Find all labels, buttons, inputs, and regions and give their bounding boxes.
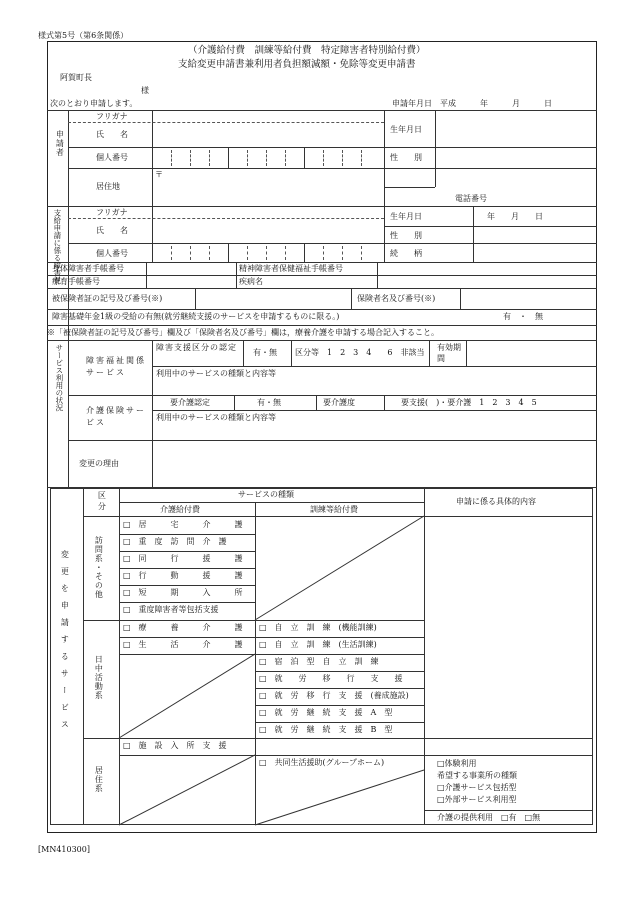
detail-header: 申請に係る具体的内容 <box>456 497 536 506</box>
change-section-label: 変更を申請するサービス <box>60 550 70 737</box>
welfare-service-label: 障害福祉関係サービス <box>86 356 146 377</box>
insurance-note: ※「被保険者証の記号及び番号」欄及び「保険者名及び番号」欄は，療養介護を申請する場合記入すること。 <box>47 328 439 337</box>
applicant-mynumber-label: 個人番号 <box>96 153 128 162</box>
residential-kaigo-item[interactable]: □ 施 設 入 所 支 援 <box>123 741 227 750</box>
applicant-address-label: 居住地 <box>96 182 120 191</box>
change-reason-label: 変更の理由 <box>79 459 119 468</box>
day-kunren-item-2[interactable]: □ 自 立 訓 練 (生活訓練) <box>259 640 377 649</box>
form-title-line1: （介護給付費 訓練等給付費 特定障害者特別給付費） <box>188 45 426 56</box>
care-insurance-label: 介護保険サービス <box>86 406 146 427</box>
care-level-label: 要介護度 <box>323 398 355 407</box>
intro-text: 次のとおり申請します。 <box>50 99 138 108</box>
day-category-label: 日中活動系 <box>94 655 104 700</box>
visit-item-4[interactable]: □ 行 動 援 護 <box>123 571 243 580</box>
service-type-header: サービスの種類 <box>238 490 294 499</box>
support-class-yes-no: 有・無 <box>253 348 277 357</box>
addressee-honorific: 様 <box>141 86 149 95</box>
visit-item-1[interactable]: □ 居 宅 介 護 <box>123 520 243 529</box>
mental-cert-label: 精神障害者保健福祉手帳番号 <box>239 264 343 273</box>
trial-use-checkbox[interactable]: □体験利用 <box>437 759 477 768</box>
external-type-checkbox[interactable]: □外部サービス利用型 <box>437 795 517 804</box>
day-kunren-item-1[interactable]: □ 自 立 訓 練 (機能訓練) <box>259 623 377 632</box>
service-usage-section-label: サービス利用の状況 <box>54 344 64 412</box>
care-level-values: 要支援( )・要介護 1 2 3 4 5 <box>401 398 537 407</box>
insurer-label: 保険者名及び番号(※) <box>357 294 436 303</box>
care-cert-yes-no: 有・無 <box>257 398 281 407</box>
visit-item-3[interactable]: □ 同 行 援 護 <box>123 554 243 563</box>
care-provision-field[interactable]: 介護の提供利用 □有 □無 <box>437 813 541 822</box>
postal-mark: 〒 <box>155 170 163 179</box>
visit-item-2[interactable]: □ 重 度 訪 問 介 護 <box>123 537 227 546</box>
applicant-name-label: 氏 名 <box>96 130 128 139</box>
support-class-values: 区分等 1 2 3 4 6 非該当 <box>295 348 425 357</box>
child-sex-label: 性 別 <box>390 231 422 240</box>
pension-question: 障害基礎年金1級の受給の有無(就労継続支援のサービスを申請するものに限る。) <box>52 312 340 321</box>
residential-kunren-item[interactable]: □ 共同生活援助(グループホーム) <box>259 758 385 767</box>
visit-category-label: 訪問系・その他 <box>94 536 104 599</box>
support-class-label: 障害支援区分の認定 <box>156 343 237 352</box>
kunren-header: 訓練等給付費 <box>310 505 358 514</box>
form-title-line2: 支給変更申請書兼利用者負担額減額・免除等変更申請書 <box>178 59 416 70</box>
care-cert-label: 要介護認定 <box>170 398 210 407</box>
kaigo-header: 介護給付費 <box>160 505 200 514</box>
day-kaigo-item-1[interactable]: □ 療 養 介 護 <box>123 623 243 632</box>
welfare-in-use-label: 利用中のサービスの種類と内容等 <box>156 369 276 378</box>
disease-label: 疾病名 <box>239 277 263 286</box>
insured-number-label: 被保険者証の記号及び番号(※) <box>52 294 163 303</box>
rehab-cert-label: 療育手帳番号 <box>52 277 100 286</box>
physical-cert-label: 身体障害者手帳番号 <box>52 264 124 273</box>
day-kaigo-item-2[interactable]: □ 生 活 介 護 <box>123 640 243 649</box>
form-number: 様式第5号（第6条関係） <box>38 31 129 40</box>
child-section-label: 支給申請に係る障害児 <box>52 209 62 284</box>
child-furigana-label: フリガナ <box>96 208 128 217</box>
day-kunren-item-3[interactable]: □ 宿 泊 型 自 立 訓 練 <box>259 657 379 666</box>
inclusive-type-checkbox[interactable]: □介護サービス包括型 <box>437 783 517 792</box>
day-kunren-item-7[interactable]: □ 就 労 継 続 支 援 B 型 <box>259 725 393 734</box>
applicant-furigana-label: フリガナ <box>96 112 128 121</box>
application-date: 申請年月日 平成 年 月 日 <box>392 99 552 108</box>
day-kunren-item-4[interactable]: □ 就 労 移 行 支 援 <box>259 674 403 683</box>
residential-category-label: 居住系 <box>94 766 104 793</box>
addressee: 阿賀町長 <box>60 73 92 82</box>
desired-facility-label: 希望する事業所の種類 <box>437 771 517 780</box>
child-name-label: 氏 名 <box>96 226 128 235</box>
child-birth-value: 年 月 日 <box>487 212 543 221</box>
phone-label: 電話番号 <box>455 194 487 203</box>
child-birth-label: 生年月日 <box>390 212 422 221</box>
day-kunren-item-6[interactable]: □ 就 労 継 続 支 援 A 型 <box>259 708 393 717</box>
valid-period-label: 有効期間 <box>437 343 461 363</box>
applicant-birth-label: 生年月日 <box>390 125 422 134</box>
care-in-use-label: 利用中のサービスの種類と内容等 <box>156 413 276 422</box>
visit-item-5[interactable]: □ 短 期 入 所 <box>123 588 243 597</box>
form-code: [MN410300] <box>38 845 90 854</box>
pension-answer: 有 ・ 無 <box>503 312 543 321</box>
child-relation-label: 続 柄 <box>390 249 422 258</box>
day-kunren-item-5[interactable]: □ 就 労 移 行 支 援 (養成施設) <box>259 691 409 700</box>
visit-item-6[interactable]: □ 重度障害者等包括支援 <box>123 605 219 614</box>
kubun-header: 区分 <box>97 491 107 513</box>
child-mynumber-label: 個人番号 <box>96 249 128 258</box>
applicant-section-label: 申請者 <box>55 130 65 157</box>
applicant-sex-label: 性 別 <box>390 153 422 162</box>
